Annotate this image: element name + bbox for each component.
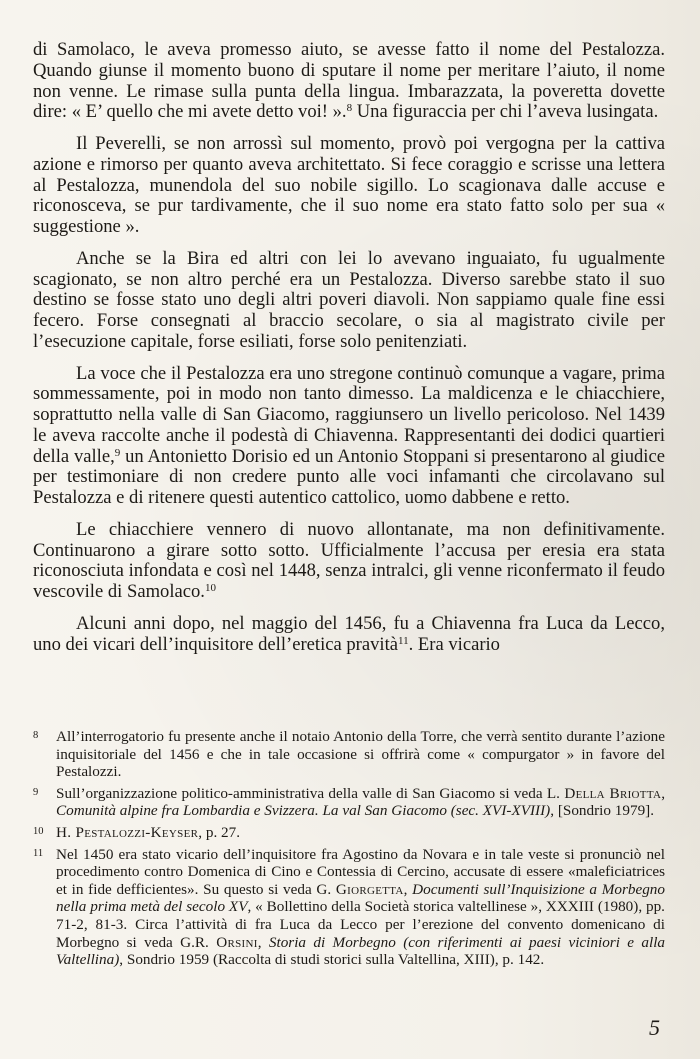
paragraph-text: Le chiacchiere vennero di nuovo allontanate, ma non definitivamente. Continuarono a girare sotto sotto. Ufficialmente l’accusa per eresia era stata riconosciuta infondata e così nel 1448, senza intralci, gli venne riconfermato il feudo vescovile di Samolaco.: [33, 518, 665, 602]
footnote-text: , p. 27.: [198, 823, 241, 841]
footnote-text: Sull’organizzazione politico-amministrativa della valle di San Giacomo si veda L.: [56, 784, 565, 802]
footnote: [33, 846, 665, 969]
paragraph-text: un Antonietto Dorisio ed un Antonio Stoppani si presentarono al giudice per testimoniare di non credere punto alle voci infamanti che circolavano sul Pestalozza e di ritenere questi autentico cattolico, uomo dabbene e retto.: [33, 445, 665, 508]
paragraph: [33, 249, 665, 353]
paragraph-text: Il Peverelli, se non arrossì sul momento, provò poi vergogna per la cattiva azione e rimorso per quanto aveva architettato. Si fece coraggio e scrisse una lettera al Pestalozza, munendola del suo nobile sigillo. Lo scagionava dalle accuse e riconosceva, se pur tardivamente, che il suo nome era stato fatto solo per sua « suggestione ».: [33, 133, 665, 237]
footnote-text: All’interrogatorio fu presente anche il notaio Antonio della Torre, che verrà sentito durante l’azione inquisitoriale del 1456 e che in tale occasione si offrirà come « compurgator » in favore del Pestalozzi.: [56, 728, 665, 781]
footnote-number: 8: [33, 730, 39, 741]
paragraph: [33, 364, 665, 509]
footnote-author: Giorgetta: [335, 880, 404, 898]
footnote-text: Nel 1450 era stato vicario dell’inquisitore fra Agostino da Novara e in tale veste si pronunciò nel procedimento contro Domenica di Cino e Contessia di Cercino, accusate di essere «maleficiatrices et in fide defficientes». Su questo si veda G.: [56, 845, 665, 898]
paragraph: [33, 40, 665, 123]
footnote-ref[interactable]: 10: [204, 582, 216, 594]
footnotes: [33, 728, 665, 973]
footnote-title: Comunità alpine fra Lombardia e Svizzera. La val San Giacomo (sec. XVI-XVIII): [56, 802, 551, 820]
paragraph: [33, 614, 665, 656]
footnote-text: ,: [403, 880, 413, 898]
paragraph: [33, 134, 665, 238]
main-text: [33, 40, 665, 666]
footnote-author: H. Pestalozzi-Keyser: [56, 823, 199, 841]
footnote-ref[interactable]: 11: [398, 634, 409, 647]
footnote-ref[interactable]: 9: [114, 446, 121, 459]
paragraph-text: Una figuraccia per chi l’aveva lusingata.: [352, 101, 659, 123]
paragraph-text: . Era vicario: [408, 633, 500, 655]
paragraph-text: di Samolaco, le aveva promesso aiuto, se avesse fatto il nome del Pestalozza. Quando giunse il momento buono di sputare il nome per meritare l’aiuto, il nome non venne. Le rimase sulla punta della lingua. Imbarazzata, la poveretta dovette dire: « E’ quello che mi avete detto voi! ».: [33, 39, 665, 123]
paragraph-text: Anche se la Bira ed altri con lei lo avevano inguaiato, fu ugualmente scagionato, se non altro perché era un Pestalozza. Diverso sarebbe stato il suo destino se fosse stato uno degli altri poveri diavoli. Non sappiamo quale fine essi fecero. Forse consegnati al braccio secolare, o sia al magistrato civile per l’esecuzione capitale, forse esiliati, forse solo penitenziati.: [33, 247, 665, 352]
footnote-title: Storia di Morbegno (con riferimenti ai paesi viciniori e alla Valtellina): [56, 933, 666, 969]
footnote-text: , [Sondrio 1979].: [550, 802, 655, 820]
footnote-ref[interactable]: 8: [346, 102, 353, 115]
footnote-author: Orsini: [216, 933, 258, 951]
footnote: [33, 728, 665, 781]
footnote-text: , « Bollettino della Società storica valtellinese », XXXIII (1980), pp. 71-2, 81-3. Circa l’attività di fra Luca da Lecco per l’erezione del convento domenicano di Morbegno si veda G.R.: [56, 898, 665, 951]
page-number: 5: [649, 1015, 660, 1040]
footnote-text: ,: [257, 933, 269, 951]
paragraph: [33, 520, 665, 603]
footnote-number: 9: [33, 786, 39, 798]
footnote-title: Documenti sull’Inquisizione a Morbegno nella prima metà del secolo XV: [56, 880, 665, 916]
footnote-number: 10: [33, 825, 44, 837]
paragraph-text: Alcuni anni dopo, nel maggio del 1456, fu a Chiavenna fra Luca da Lecco, uno dei vicari dell’inquisitore dell’eretica pravità: [33, 612, 665, 655]
footnote-text: ,: [661, 784, 665, 802]
footnote: [33, 824, 665, 842]
footnote-number: 11: [33, 847, 44, 859]
footnote-text: , Sondrio 1959 (Raccolta di studi storici sulla Valtellina, XIII), p. 142.: [119, 951, 545, 969]
paragraph-text: La voce che il Pestalozza era uno stregone continuò comunque a vagare, prima sommessamente, poi in modo non tanto dimesso. La maldicenza e le chiacchiere, soprattutto nella valle di San Giacomo, raggiunsero un livello pericoloso. Nel 1439 le aveva raccolte anche il podestà di Chiavenna. Rappresentanti dei dodici quartieri della valle,: [33, 362, 665, 467]
footnote-author: Della Briotta: [564, 784, 662, 802]
footnote: [33, 785, 665, 820]
